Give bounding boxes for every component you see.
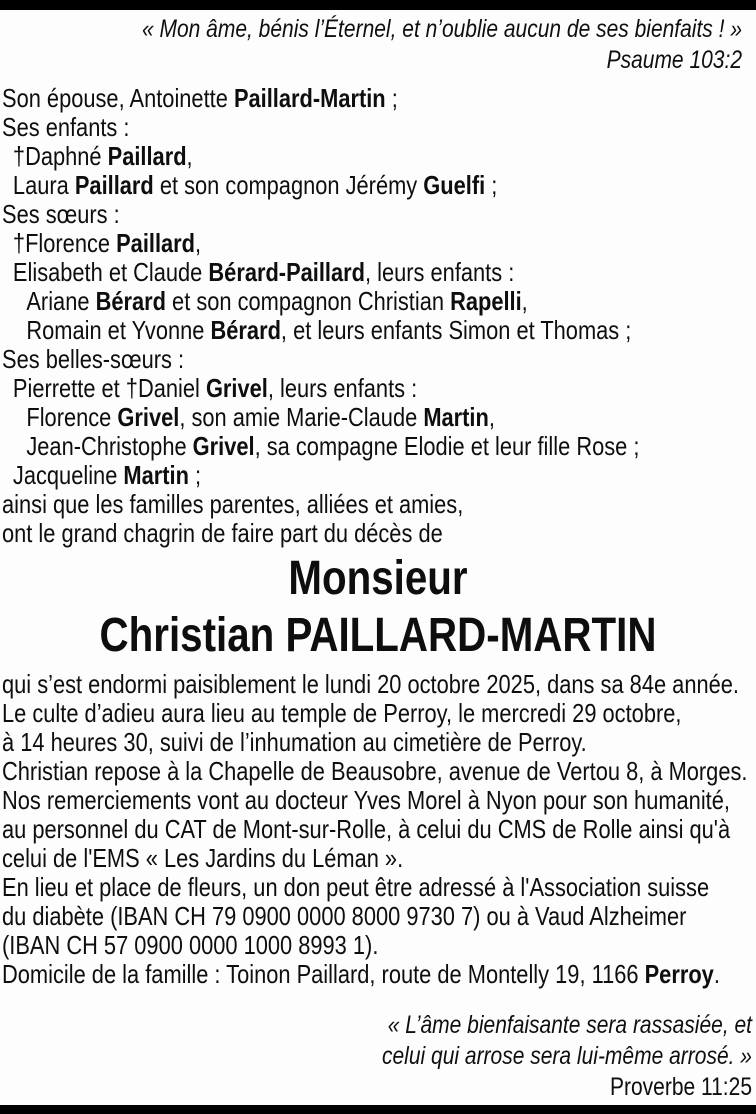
text-line: Pierrette et †Daniel Grivel, leurs enfants : xyxy=(12,373,418,403)
text-line: Romain et Yvonne Bérard, et leurs enfants Simon et Thomas ; xyxy=(26,315,632,345)
title-full-name: Christian PAILLARD-MARTIN xyxy=(99,609,657,662)
text-line: Elisabeth et Claude Bérard-Paillard, leurs enfants : xyxy=(12,257,515,287)
text-line: (IBAN CH 57 0900 0000 1000 8993 1). xyxy=(2,930,379,960)
text-line: à 14 heures 30, suivi de l’inhumation au cimetière de Perroy. xyxy=(2,727,587,757)
text-line: ainsi que les familles parentes, alliées et amies, xyxy=(2,489,464,519)
text-line: Florence Grivel, son amie Marie-Claude Martin, xyxy=(26,402,495,432)
text-line: Le culte d’adieu aura lieu au temple de Perroy, le mercredi 29 octobre, xyxy=(2,698,682,728)
text-line: En lieu et place de fleurs, un don peut être adressé à l'Association suisse xyxy=(2,872,710,902)
text-line: Domicile de la famille : Toinon Paillard, route de Montelly 19, 1166 Perroy. xyxy=(2,959,720,989)
text-line: Ariane Bérard et son compagnon Christian Rapelli, xyxy=(26,286,528,316)
text-line: Son épouse, Antoinette Paillard-Martin ; xyxy=(2,83,398,113)
text-line: Ses belles-sœurs : xyxy=(2,344,185,374)
text-line: Christian repose à la Chapelle de Beausobre, avenue de Vertou 8, à Morges. xyxy=(2,756,748,786)
text-line: Ses sœurs : xyxy=(2,199,120,229)
text-line: Nos remerciements vont au docteur Yves Morel à Nyon pour son humanité, xyxy=(2,785,730,815)
top-quote-reference: Psaume 103:2 xyxy=(606,46,742,74)
top-scripture-quote xyxy=(0,14,742,76)
text-line: celui de l'EMS « Les Jardins du Léman ». xyxy=(2,843,404,873)
text-line: Ses enfants : xyxy=(2,112,130,142)
text-line: qui s’est endormi paisiblement le lundi 20 octobre 2025, dans sa 84e année. xyxy=(2,669,739,699)
text-line: Jean-Christophe Grivel, sa compagne Elodie et leur fille Rose ; xyxy=(26,431,640,461)
bottom-quote-line2: celui qui arrose sera lui-même arrosé. » xyxy=(382,1042,752,1070)
funeral-details-paragraph xyxy=(2,670,756,989)
bottom-quote-line1: « L’âme bienfaisante sera rassasiée, et xyxy=(387,1011,752,1039)
text-line: Laura Paillard et son compagnon Jérémy Guelfi ; xyxy=(12,170,498,200)
title-monsieur: Monsieur xyxy=(288,552,468,605)
text-line: ont le grand chagrin de faire part du décès de xyxy=(2,518,443,548)
top-black-bar xyxy=(0,0,756,10)
top-quote-text: « Mon âme, bénis l’Éternel, et n’oublie aucun de ses bienfaits ! » xyxy=(141,15,742,43)
family-announcement-list xyxy=(2,84,756,548)
text-line: du diabète (IBAN CH 79 0900 0000 8000 9730 7) ou à Vaud Alzheimer xyxy=(2,901,687,931)
bottom-quote-reference: Proverbe 11:25 xyxy=(609,1073,752,1101)
text-line: Jacqueline Martin ; xyxy=(12,460,202,490)
text-line: †Daphné Paillard, xyxy=(12,141,193,171)
bottom-black-bar xyxy=(0,1105,756,1114)
deceased-name-title xyxy=(60,550,695,664)
text-line: au personnel du CAT de Mont-sur-Rolle, à celui du CMS de Rolle ainsi qu'à xyxy=(2,814,731,844)
bottom-scripture-quote xyxy=(0,1010,752,1103)
text-line: †Florence Paillard, xyxy=(12,228,202,258)
